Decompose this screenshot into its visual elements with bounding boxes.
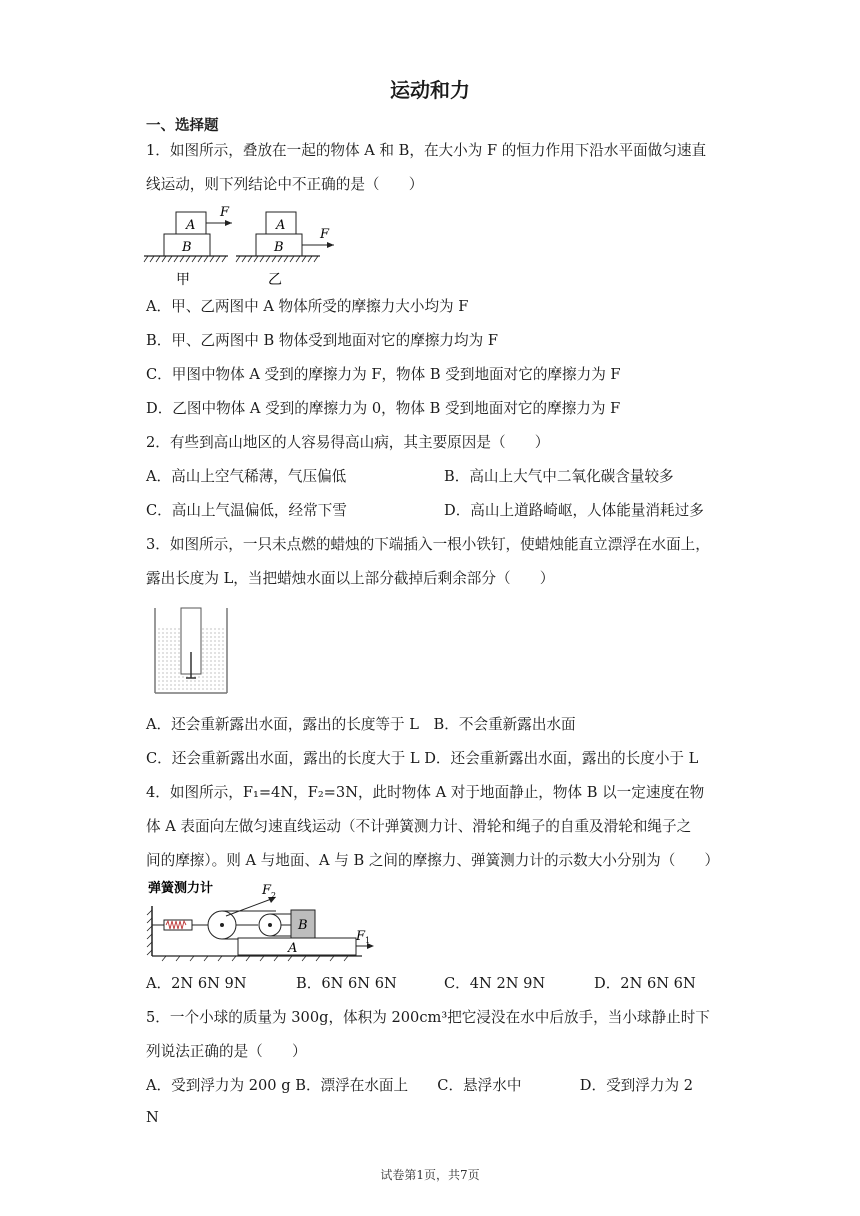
q4-pulley-figure <box>146 876 376 964</box>
q1-fig-right-b: B <box>274 240 284 255</box>
q4-stem-line1: 4．如图所示，F₁=4N，F₂=3N，此时物体 A 对于地面静止，物体 B 以一定速度在物 <box>146 784 705 801</box>
q4-fig-a: A <box>288 941 298 956</box>
q4-option-a: A．2N 6N 9N <box>146 975 247 992</box>
q1-option-d: D．乙图中物体 A 受到的摩擦力为 0，物体 B 受到地面对它的摩擦力为 F <box>146 400 621 417</box>
q5-options-line1: A．受到浮力为 200 g B．漂浮在水面上 C．悬浮水中 D．受到浮力为 2 <box>146 1077 693 1094</box>
q4-fig-f2-sub: 2 <box>271 891 277 900</box>
q5-stem-line2: 列说法正确的是（ ） <box>146 1043 307 1060</box>
q4-option-d: D．2N 6N 6N <box>594 975 696 992</box>
q1-fig-label-left: 甲 <box>176 272 190 288</box>
q4-fig-f1: F <box>356 929 366 944</box>
q1-stem-line2: 线运动，则下列结论中不正确的是（ ） <box>146 176 424 193</box>
q4-option-c: C．4N 2N 9N <box>444 975 546 992</box>
q4-fig-f2: F <box>262 883 272 898</box>
q3-stem-line1: 3．如图所示，一只未点燃的蜡烛的下端插入一根小铁钉，使蜡烛能直立漂浮在水面上， <box>146 536 710 553</box>
q2-option-b: B．高山上大气中二氧化碳含量较多 <box>444 468 674 485</box>
q4-fig-meter-label: 弹簧测力计 <box>148 881 214 896</box>
q1-option-a: A．甲、乙两图中 A 物体所受的摩擦力大小均为 F <box>146 298 469 315</box>
q1-stem-line1: 1．如图所示，叠放在一起的物体 A 和 B，在大小为 F 的恒力作用下沿水平面做匀速直 <box>146 142 707 159</box>
q4-stem-line3: 间的摩擦）。则 A 与地面、A 与 B 之间的摩擦力、弹簧测力计的示数大小分别为（ ） <box>146 852 720 869</box>
q1-option-b: B．甲、乙两图中 B 物体受到地面对它的摩擦力均为 F <box>146 332 498 349</box>
q1-fig-left-f: F <box>220 205 230 220</box>
page-footer: 试卷第1页，共7页 <box>380 1168 480 1182</box>
q4-option-b: B．6N 6N 6N <box>296 975 397 992</box>
q4-stem-line2: 体 A 表面向左做匀速直线运动（不计弹簧测力计、滑轮和绳子的自重及滑轮和绳子之 <box>146 818 692 835</box>
q1-fig-left-b: B <box>182 240 192 255</box>
q5-stem-line1: 5．一个小球的质量为 300g，体积为 200cm³把它浸没在水中后放手，当小球静止时下 <box>146 1009 710 1026</box>
q2-option-a: A．高山上空气稀薄，气压偏低 <box>146 468 347 485</box>
q4-fig-f1-sub: 1 <box>365 936 371 945</box>
q3-options-line2: C．还会重新露出水面，露出的长度大于 L D．还会重新露出水面，露出的长度小于 L <box>146 750 699 767</box>
q1-fig-right-f: F <box>320 227 330 242</box>
q2-option-c: C．高山上气温偏低，经常下雪 <box>146 502 347 519</box>
q1-fig-label-right: 乙 <box>268 272 282 288</box>
page-title: 运动和力 <box>390 78 470 102</box>
q3-stem-line2: 露出长度为 L，当把蜡烛水面以上部分截掉后剩余部分（ ） <box>146 570 555 587</box>
q2-stem: 2．有些到高山地区的人容易得高山病，其主要原因是（ ） <box>146 434 550 451</box>
section-heading: 一、选择题 <box>146 118 219 134</box>
q4-fig-b: B <box>298 918 308 933</box>
q3-options-line1: A．还会重新露出水面，露出的长度等于 L B．不会重新露出水面 <box>146 716 576 733</box>
q3-candle-figure <box>150 604 232 696</box>
q1-fig-left-a: A <box>186 218 196 233</box>
q1-option-c: C．甲图中物体 A 受到的摩擦力为 F，物体 B 受到地面对它的摩擦力为 F <box>146 366 621 383</box>
q2-option-d: D．高山上道路崎岖，人体能量消耗过多 <box>444 502 704 519</box>
q1-fig-right-a: A <box>276 218 286 233</box>
q1-figure <box>140 202 340 288</box>
q5-options-line2: N <box>146 1109 159 1126</box>
